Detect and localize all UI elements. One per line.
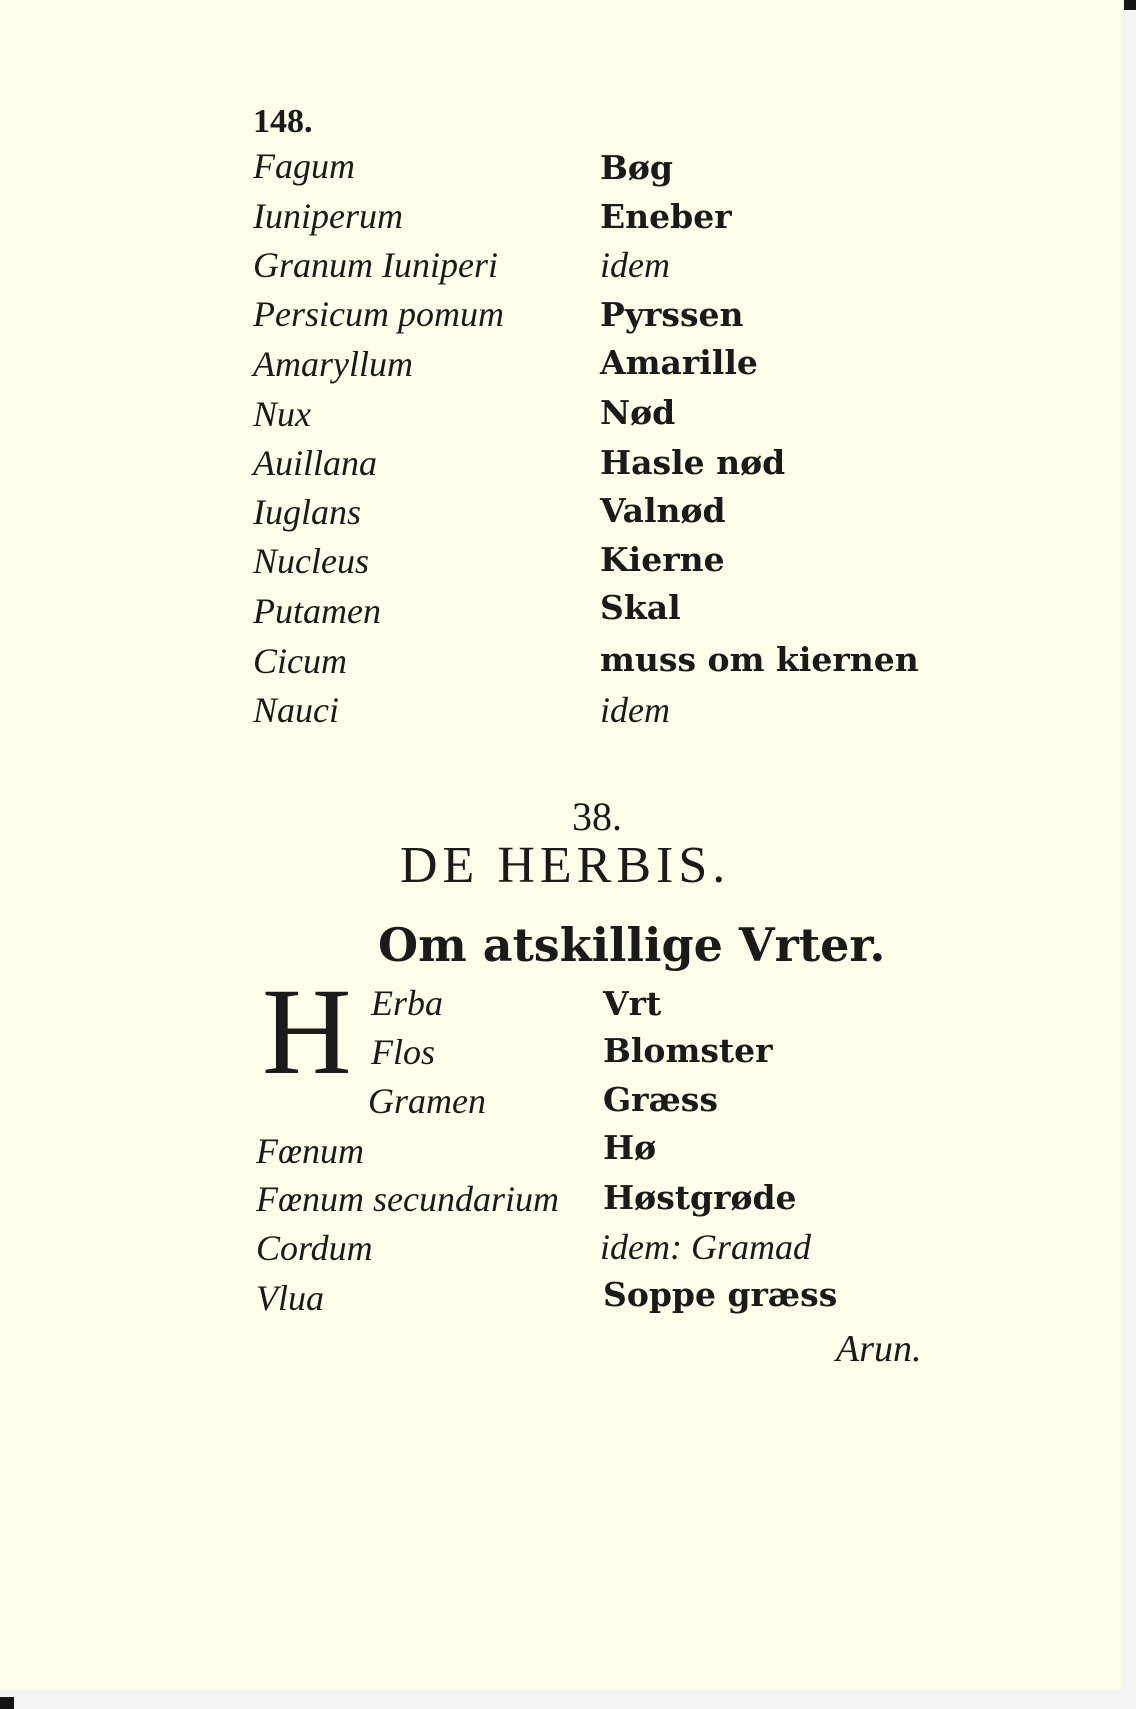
drop-initial: H	[262, 963, 352, 1100]
danish-term: Amarille	[600, 343, 758, 382]
scan-corner-mark	[1124, 0, 1136, 10]
danish-term: Nød	[600, 393, 676, 432]
latin-term: Amaryllum	[253, 344, 413, 384]
latin-term: Auillana	[253, 443, 377, 483]
latin-term: Fagum	[253, 146, 355, 186]
latin-term: Iuniperum	[253, 196, 403, 236]
danish-term: Kierne	[600, 540, 725, 579]
latin-term: Nauci	[253, 690, 339, 730]
page-number: 148.	[253, 103, 313, 140]
latin-term: Flos	[371, 1032, 436, 1072]
danish-term: idem	[600, 245, 670, 285]
catchword: Arun.	[836, 1328, 922, 1370]
danish-term: Eneber	[600, 197, 732, 236]
latin-term: Nux	[253, 394, 311, 434]
latin-term: Fœnum secundarium	[256, 1179, 559, 1219]
scan-edge-bottom	[0, 1690, 1136, 1709]
danish-term: Hø	[603, 1128, 657, 1167]
danish-term: Pyrssen	[600, 295, 744, 334]
danish-term: Græss	[603, 1080, 718, 1119]
danish-term: Skal	[600, 588, 681, 627]
latin-term: Granum Iuniperi	[253, 245, 498, 285]
latin-term: Erba	[371, 983, 443, 1023]
danish-term: Blomster	[603, 1031, 773, 1070]
danish-term: muss om kiernen	[600, 640, 919, 679]
latin-term: Persicum pomum	[253, 294, 504, 334]
danish-term: Soppe græss	[603, 1275, 838, 1314]
section-number: 38.	[572, 794, 622, 839]
latin-term: Gramen	[368, 1081, 486, 1121]
danish-term: Hasle nød	[600, 443, 786, 482]
section-subtitle: Om atskillige Vrter.	[378, 918, 886, 972]
latin-term: Iuglans	[253, 492, 361, 532]
danish-term: Høstgrøde	[603, 1178, 797, 1217]
scan-edge-right	[1121, 0, 1136, 1709]
latin-term: Putamen	[253, 591, 381, 631]
danish-term: idem	[600, 690, 670, 730]
danish-term: idem: Gramad	[600, 1227, 811, 1267]
section-title: DE HERBIS.	[400, 837, 731, 894]
latin-term: Fœnum	[256, 1131, 364, 1171]
danish-term: Bøg	[600, 148, 673, 187]
scan-corner-mark	[0, 1697, 14, 1709]
latin-term: Cicum	[253, 641, 347, 681]
latin-term: Vlua	[256, 1278, 324, 1318]
latin-term: Cordum	[256, 1228, 373, 1268]
latin-term: Nucleus	[253, 541, 369, 581]
danish-term: Vrt	[603, 984, 662, 1023]
danish-term: Valnød	[600, 491, 726, 530]
